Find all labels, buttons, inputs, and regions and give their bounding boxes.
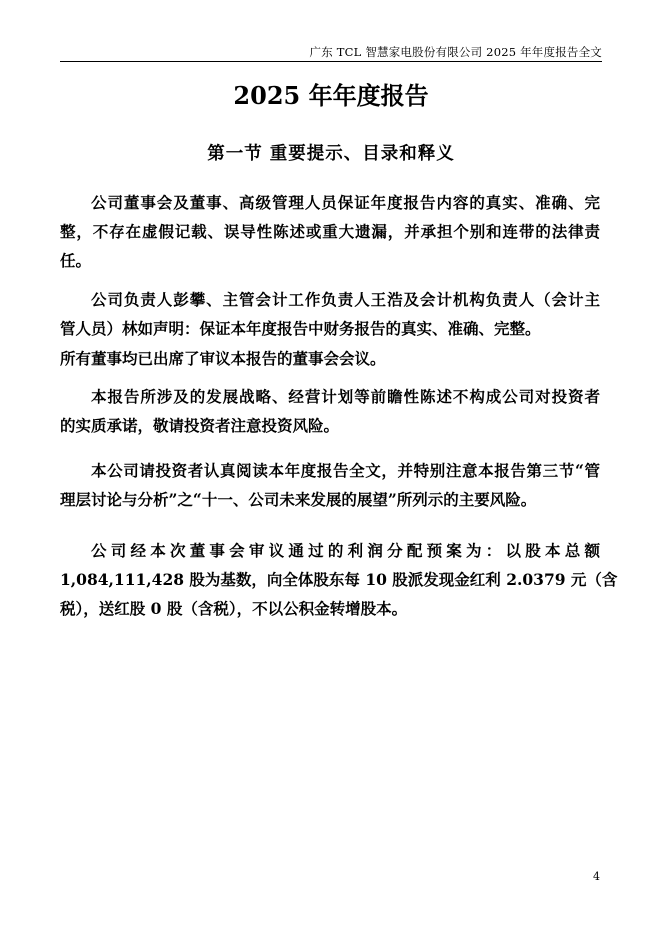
- paragraph-line: 的实质承诺，敬请投资者注意投资风险。: [60, 416, 340, 435]
- running-header: 广东 TCL 智慧家电股份有限公司 2025 年年度报告全文: [309, 45, 602, 59]
- paragraph-responsible-persons: [60, 285, 600, 343]
- paragraph-line: 管人员）林如声明：保证本年度报告中财务报告的真实、准确、完整。: [60, 319, 541, 338]
- paragraph-line: 理层讨论与分析”之“十一、公司未来发展的展望”所列示的主要风险。: [60, 490, 537, 509]
- header-divider: [60, 61, 602, 62]
- paragraph-line: 公司董事会及董事、高级管理人员保证年度报告内容的真实、准确、完: [91, 193, 600, 212]
- paragraph-line: 所有董事均已出席了审议本报告的董事会会议。: [60, 349, 386, 368]
- paragraph-line: 税），送红股 0 股（含税），不以公积金转增股本。: [60, 599, 408, 618]
- paragraph-forward-looking: [60, 382, 600, 440]
- paragraph-risk-notice: [60, 456, 600, 514]
- paragraph-board-guarantee: [60, 188, 600, 275]
- paragraph-line: 整，不存在虚假记载、误导性陈述或重大遗漏，并承担个别和连带的法律责: [60, 222, 600, 241]
- paragraph-line: 任。: [60, 251, 92, 270]
- paragraph-line: 本报告所涉及的发展战略、经营计划等前瞻性陈述不构成公司对投资者: [91, 387, 600, 406]
- paragraph-profit-distribution: [60, 536, 618, 623]
- paragraph-line: 公司经本次董事会审议通过的利润分配预案为：以股本总额: [91, 541, 600, 560]
- paragraph-line: 1,084,111,428 股为基数，向全体股东每 10 股派发现金红利 2.0379 元（含: [60, 570, 618, 589]
- paragraph-line: 本公司请投资者认真阅读本年度报告全文，并特别注意本报告第三节“管: [91, 461, 600, 480]
- paragraph-board-attendance: [60, 344, 600, 373]
- paragraph-line: 公司负责人彭攀、主管会计工作负责人王浩及会计机构负责人（会计主: [91, 290, 600, 309]
- report-title: 2025 年年度报告: [233, 81, 429, 110]
- section-heading: 第一节 重要提示、目录和释义: [207, 144, 455, 164]
- page-number: 4: [593, 870, 600, 883]
